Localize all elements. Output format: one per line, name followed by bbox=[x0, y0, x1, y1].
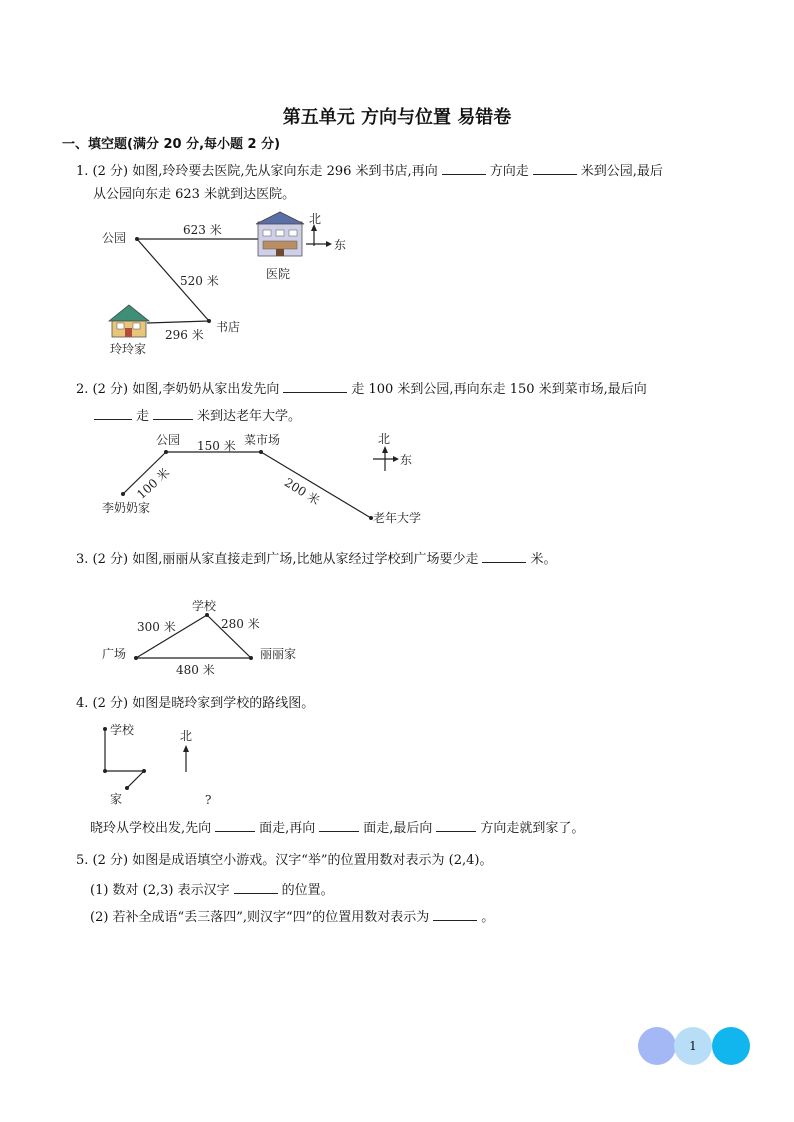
q5-line1: 5. (2 分) 如图是成语填空小游戏。汉字“举”的位置用数对表示为 (2,4)。 bbox=[76, 853, 493, 868]
q4-blank-2[interactable] bbox=[319, 817, 359, 832]
q5-sub1-text-a: (1) 数对 (2,3) 表示汉字 bbox=[90, 883, 230, 898]
q1-label-623: 623 米 bbox=[183, 223, 222, 237]
q1-label-park: 公园 bbox=[102, 231, 127, 245]
q3-line1 bbox=[76, 548, 557, 569]
q3-label-square: 广场 bbox=[102, 647, 127, 661]
q2-label-college: 老年大学 bbox=[373, 511, 422, 525]
q1-label-home: 玲玲家 bbox=[110, 342, 147, 356]
q1-label-bookstore: 书店 bbox=[216, 320, 241, 334]
badge-circle-right bbox=[712, 1027, 750, 1065]
q3-label-480: 480 米 bbox=[176, 663, 215, 677]
q2-text-c: 走 bbox=[136, 409, 150, 424]
q3-text-b: 米。 bbox=[530, 552, 557, 567]
page-number: 1 bbox=[674, 1027, 712, 1065]
q1-label-520: 520 米 bbox=[180, 274, 219, 288]
q4-text-c: 面走,最后向 bbox=[363, 821, 433, 836]
q5-sub1 bbox=[90, 879, 334, 900]
q4-label-north: 北 bbox=[180, 729, 193, 743]
q4-text-d: 方向走就到家了。 bbox=[480, 821, 585, 836]
q4-label-home: 家 bbox=[110, 792, 123, 806]
q1-label-north: 北 bbox=[309, 212, 322, 226]
q4-label-school: 学校 bbox=[110, 723, 135, 737]
compass-icon bbox=[373, 446, 399, 471]
q2-label-market: 菜市场 bbox=[244, 433, 281, 447]
q3-label-280: 280 米 bbox=[221, 617, 260, 631]
section-heading: 一、填空题(满分 20 分,每小题 2 分) bbox=[62, 137, 281, 152]
q3-blank-distance[interactable] bbox=[482, 548, 526, 563]
q5-sub2-text-b: 。 bbox=[481, 910, 495, 925]
q1-blank-direction[interactable] bbox=[442, 160, 486, 175]
q2-blank-direction2[interactable] bbox=[94, 405, 132, 420]
q4-line2 bbox=[90, 817, 584, 838]
q2-label-north: 北 bbox=[378, 432, 391, 446]
q4-blank-3[interactable] bbox=[436, 817, 476, 832]
q2-text-a: 2. (2 分) 如图,李奶奶从家出发先向 bbox=[76, 382, 280, 397]
hospital-icon bbox=[256, 212, 304, 256]
q3-label-300: 300 米 bbox=[137, 620, 176, 634]
q1-text-a: 1. (2 分) 如图,玲玲要去医院,先从家向东走 296 米到书店,再向 bbox=[76, 164, 438, 179]
q5-sub1-text-b: 的位置。 bbox=[281, 883, 334, 898]
q4-label-question: ? bbox=[205, 793, 212, 807]
q1-text-c: 米到公园,最后 bbox=[580, 164, 663, 179]
compass-icon bbox=[306, 224, 332, 247]
q1-blank-distance[interactable] bbox=[533, 160, 577, 175]
q2-label-200: 200 米 bbox=[281, 475, 323, 508]
q4-figure bbox=[96, 716, 226, 810]
q5-blank-1[interactable] bbox=[234, 879, 278, 894]
q1-text-b: 方向走 bbox=[489, 164, 529, 179]
q1-label-296: 296 米 bbox=[165, 328, 204, 342]
q2-label-east: 东 bbox=[400, 453, 413, 467]
q1-line2: 从公园向东走 623 米就到达医院。 bbox=[93, 187, 296, 202]
q4-blank-1[interactable] bbox=[215, 817, 255, 832]
q2-text-d: 米到达老年大学。 bbox=[197, 409, 302, 424]
q5-sub2-text-a: (2) 若补全成语“丢三落四”,则汉字“四”的位置用数对表示为 bbox=[90, 910, 430, 925]
q3-text-a: 3. (2 分) 如图,丽丽从家直接走到广场,比她从家经过学校到广场要少走 bbox=[76, 552, 479, 567]
q2-text-b: 走 100 米到公园,再向东走 150 米到菜市场,最后向 bbox=[351, 382, 647, 397]
q1-label-east: 东 bbox=[334, 238, 347, 252]
q5-blank-2[interactable] bbox=[433, 906, 477, 921]
page-number-badge bbox=[634, 1027, 754, 1067]
q3-label-home: 丽丽家 bbox=[260, 647, 297, 661]
q2-label-home: 李奶奶家 bbox=[102, 501, 151, 515]
q2-label-100: 100 米 bbox=[134, 465, 173, 502]
q2-line1 bbox=[76, 378, 647, 399]
q1-figure bbox=[95, 208, 365, 360]
q1-line1 bbox=[76, 160, 663, 181]
q4-text-a: 晓玲从学校出发,先向 bbox=[90, 821, 212, 836]
page-title: 第五单元 方向与位置 易错卷 bbox=[282, 107, 512, 128]
q4-text-b: 面走,再向 bbox=[259, 821, 316, 836]
north-arrow-icon bbox=[183, 745, 189, 772]
house-icon bbox=[109, 305, 149, 337]
q2-line2 bbox=[90, 405, 301, 426]
q4-line1: 4. (2 分) 如图是晓玲家到学校的路线图。 bbox=[76, 696, 315, 711]
q3-figure bbox=[98, 592, 318, 678]
q2-blank-direction1[interactable] bbox=[283, 378, 347, 393]
q2-label-park: 公园 bbox=[156, 433, 181, 447]
badge-circle-left bbox=[638, 1027, 676, 1065]
q2-label-150: 150 米 bbox=[197, 439, 236, 453]
q2-figure bbox=[96, 426, 446, 530]
q3-label-school: 学校 bbox=[192, 599, 217, 613]
q1-label-hospital: 医院 bbox=[266, 267, 291, 281]
q2-blank-distance[interactable] bbox=[153, 405, 193, 420]
q5-sub2 bbox=[90, 906, 494, 927]
